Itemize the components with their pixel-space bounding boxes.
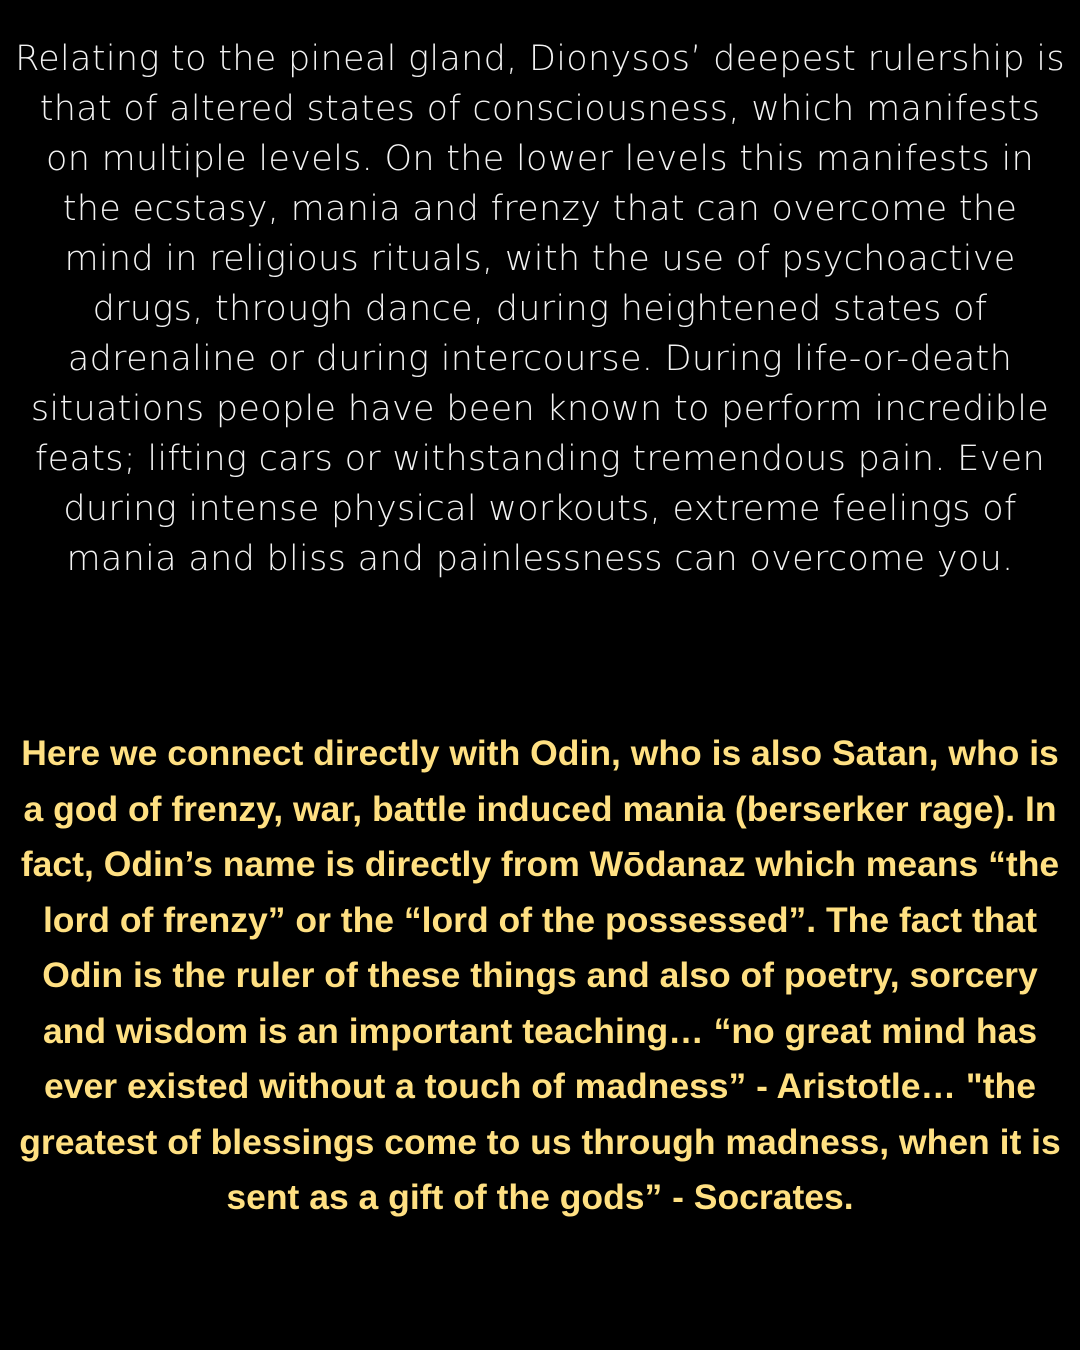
paragraph-dionysos: Relating to the pineal gland, Dionysos’ deepest rulership is that of altered states of consciousness, which manifests on multiple levels. On the lower levels this manifests in the ecstasy, mania and frenzy that can overcome the mind in religious rituals, with the use of psychoactive drugs, through dance, during heightened states of adrenaline or during intercourse. During life-or-death situations people have been known to perform incredible feats; lifting cars or withstanding tremendous pain. Even during intense physical workouts, extreme feelings of mania and bliss and painlessness can overcome you. [15, 39, 1065, 579]
paragraph-odin: Here we connect directly with Odin, who is also Satan, who is a god of frenzy, war, battle induced mania (berserker rage). In fact, Odin’s name is directly from Wōdanaz which means “the lord of frenzy” or the “lord of the possessed”. The fact that Odin is the ruler of these things and also of poetry, sorcery and wisdom is an important teaching… “no great mind has ever existed without a touch of madness” - Aristotle… "the greatest of blessings come to us through madness, when it is sent as a gift of the gods” - Socrates. [19, 733, 1061, 1217]
